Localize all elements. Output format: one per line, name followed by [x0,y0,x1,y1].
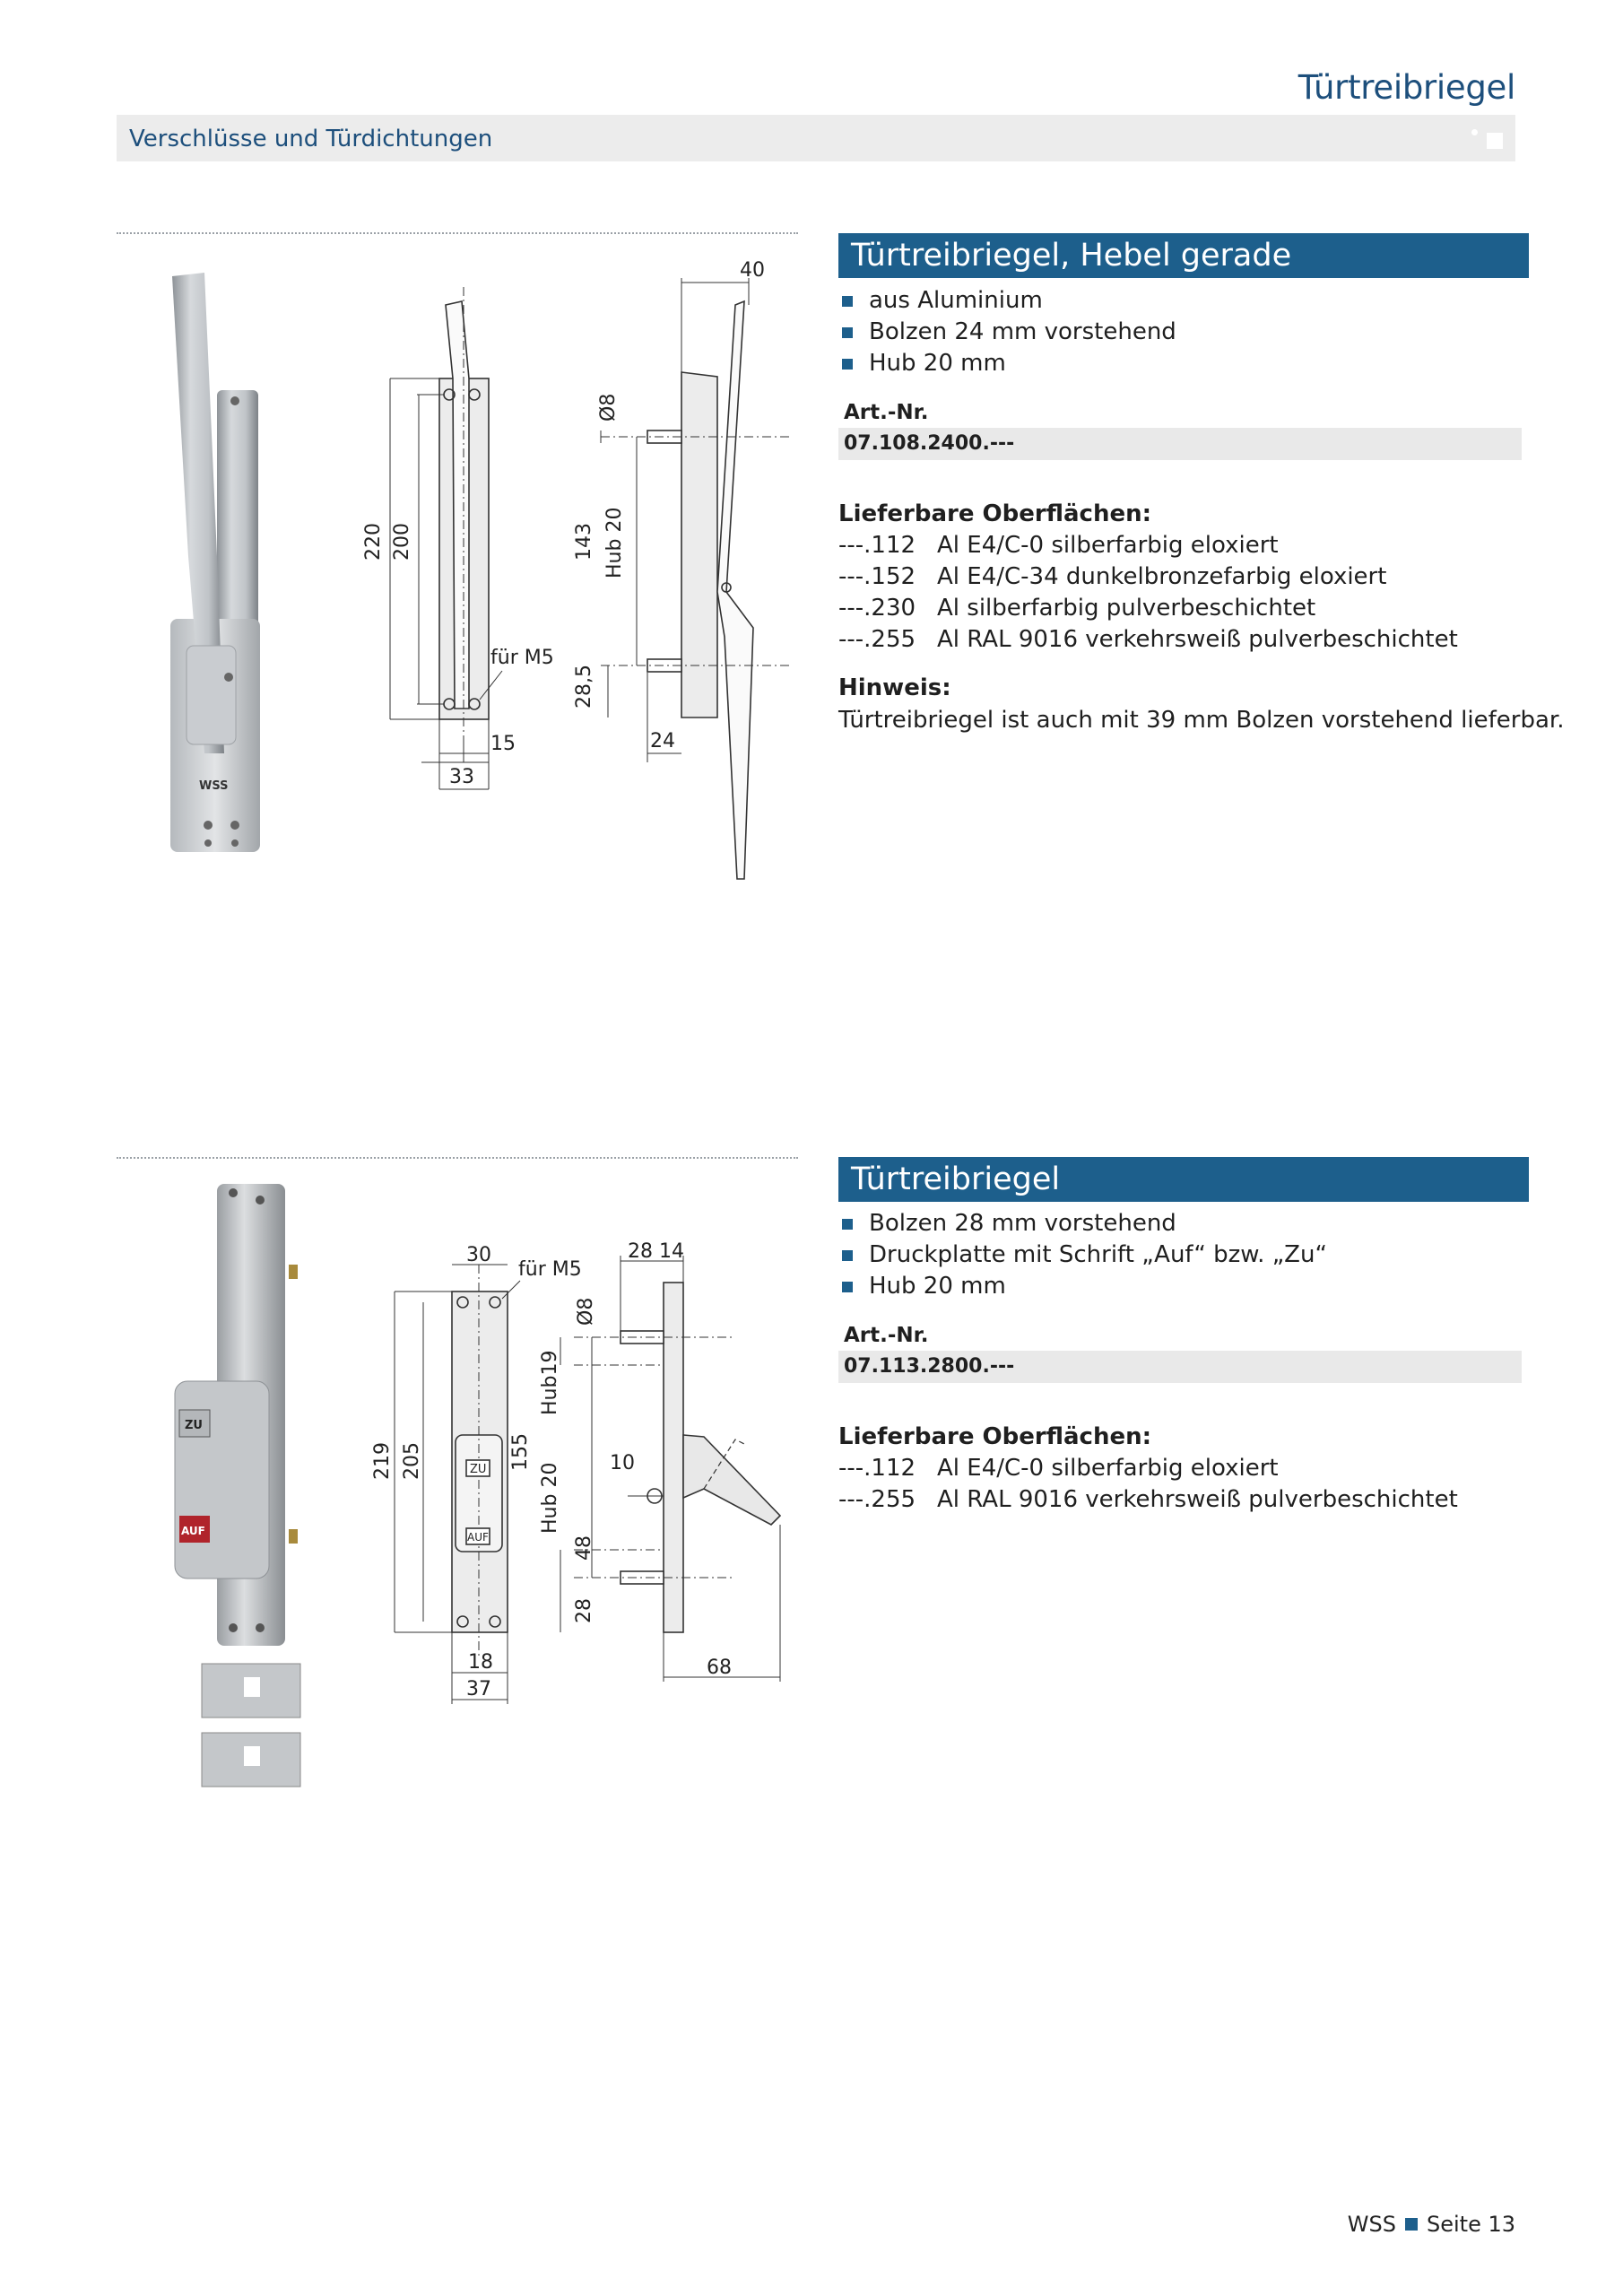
front-zu-label: ZU [470,1463,487,1476]
dim-hub20: Hub 20 [539,1462,561,1534]
dim-28: 28 [573,1598,595,1623]
feature-item: Druckplatte mit Schrift „Auf“ bzw. „Zu“ [838,1239,1520,1271]
surface-row: ---.112 Al E4/C-0 silberfarbig eloxiert [838,532,1279,559]
photo-auf-label: AUF [181,1525,205,1537]
bullet-square-icon [842,359,853,370]
note-text: Türtreibriegel ist auch mit 39 mm Bolzen vorstehend lieferbar. [838,707,1565,734]
surface-row: ---.255 Al RAL 9016 verkehrsweiß pulverbeschichtet [838,1486,1458,1513]
dim-d8: Ø8 [597,393,620,422]
dim-28-5: 28,5 [573,665,595,709]
header-square-mark [1487,133,1503,149]
surfaces-label: Lieferbare Oberflächen: [838,500,1151,527]
surface-row: ---.255 Al RAL 9016 verkehrsweiß pulverbeschichtet [838,626,1458,653]
bullet-square-icon [842,1219,853,1230]
dim-40: 40 [740,259,765,282]
label-fuer-m5: für M5 [518,1258,582,1281]
bullet-square-icon [842,1282,853,1292]
product-title-2: Türtreibriegel [838,1157,1529,1202]
art-nr-label: Art.-Nr. [844,401,929,424]
product-photo-1 [135,269,314,861]
dim-33: 33 [449,766,474,788]
dim-37: 37 [466,1678,491,1700]
header-dot-mark [1471,129,1478,135]
dim-68: 68 [707,1657,732,1679]
photo-zu-label: ZU [185,1419,203,1432]
dim-220: 220 [362,523,385,561]
drawing-2-side [509,1229,789,1695]
dim-28-14: 28 14 [628,1240,684,1263]
surfaces-list-2 [838,1453,1458,1516]
footer-square-icon [1405,2218,1418,2231]
note-label: Hinweis: [838,674,951,701]
dim-d8: Ø8 [575,1297,597,1326]
section-divider [117,232,798,234]
dim-48: 48 [573,1535,595,1561]
label-fuer-m5: für M5 [490,647,554,669]
footer-page-number: Seite 13 [1426,2212,1515,2237]
section-divider [117,1157,798,1159]
bullet-square-icon [842,327,853,338]
bullet-square-icon [842,296,853,307]
footer-brand: WSS [1347,2212,1396,2237]
front-auf-label: AUF [467,1531,489,1544]
surfaces-list-1 [838,530,1458,656]
page-title: Türtreibriegel [1298,68,1515,107]
dim-hub19: Hub19 [539,1350,561,1415]
dim-15: 15 [490,733,516,755]
feature-item: Bolzen 24 mm vorstehend [838,317,1520,348]
art-nr-value: 07.113.2800.--- [838,1351,1522,1383]
feature-list-1 [838,285,1520,379]
drawing-1-side [565,251,780,879]
dim-219: 219 [371,1442,394,1480]
section-name: Verschlüsse und Türdichtungen [129,126,493,152]
art-nr-value: 07.108.2400.--- [838,428,1522,460]
feature-list-2 [838,1208,1520,1302]
product-photo-2 [161,1175,341,1794]
dim-30: 30 [466,1244,491,1266]
surface-row: ---.112 Al E4/C-0 silberfarbig eloxiert [838,1455,1279,1482]
art-nr-label: Art.-Nr. [844,1324,929,1347]
dim-205: 205 [401,1442,423,1480]
surface-row: ---.152 Al E4/C-34 dunkelbronzefarbig eloxiert [838,563,1387,590]
feature-item: Hub 20 mm [838,348,1520,379]
page-footer [1348,2212,1515,2237]
surface-row: ---.230 Al silberfarbig pulverbeschichtet [838,595,1316,622]
dim-18: 18 [468,1651,493,1674]
dim-200: 200 [391,523,413,561]
dim-143: 143 [573,523,595,561]
dim-10: 10 [610,1452,635,1474]
photo-brand-label: WSS [199,779,229,793]
bullet-square-icon [842,1250,853,1261]
feature-item: Bolzen 28 mm vorstehend [838,1208,1520,1239]
dim-155: 155 [509,1433,532,1471]
surfaces-label: Lieferbare Oberflächen: [838,1423,1151,1450]
section-header-band [117,115,1515,161]
dim-hub20: Hub 20 [603,507,626,578]
feature-item: Hub 20 mm [838,1271,1520,1302]
drawing-1-front [354,251,554,825]
feature-item: aus Aluminium [838,285,1520,317]
dim-24: 24 [650,730,675,752]
product-title-1: Türtreibriegel, Hebel gerade [838,233,1529,278]
